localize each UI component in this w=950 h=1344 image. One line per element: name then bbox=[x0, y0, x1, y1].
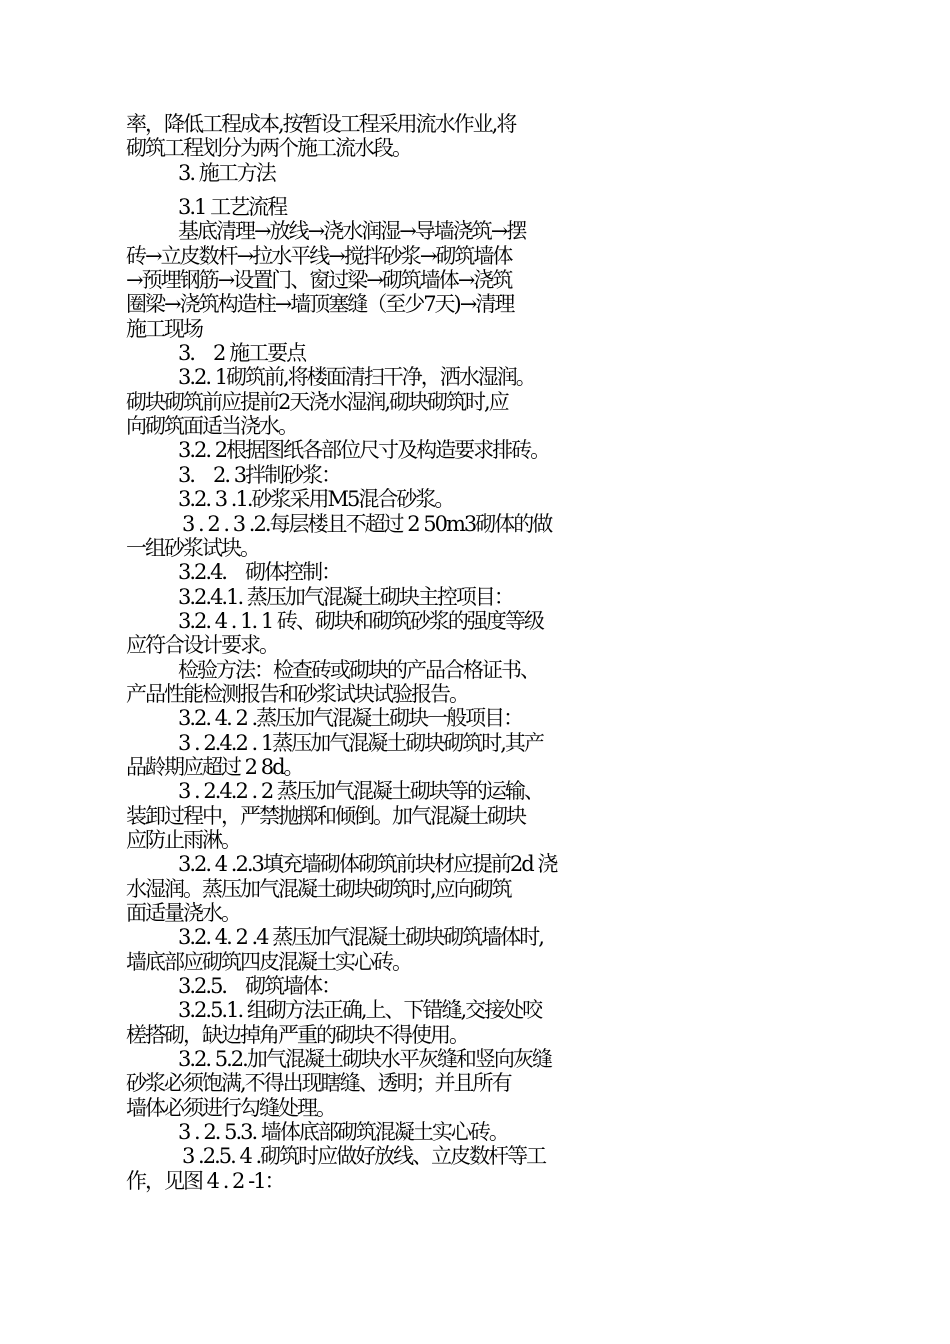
text-line: 基底清理→放线→浇水润湿→导墙浇筑→摆 bbox=[178, 219, 526, 244]
text-line: 产品性能检测报告和砂浆试块试验报告。 bbox=[126, 681, 468, 706]
text-line: 3.2. 4. 2 .蒸压加气混凝土砌块一般项目： bbox=[178, 706, 523, 731]
text-line: 3 . 2 . 3 .2.每层楼且不超过 2 50m3砌体的做 bbox=[182, 511, 552, 536]
text-line: 向砌筑面适当浇水。 bbox=[126, 414, 297, 439]
text-line: 3.2. 2根据图纸各部位尺寸及构造要求排砖。 bbox=[178, 438, 550, 463]
text-line: 墙体必须进行勾缝处理。 bbox=[126, 1095, 335, 1120]
text-line: 检验方法：检查砖或砌块的产品合格证书、 bbox=[178, 657, 539, 682]
text-line: 3.2. 5.2.加气混凝土砌块水平灰缝和竖向灰缝 bbox=[178, 1047, 551, 1072]
text-line: 3.2. 1砌筑前,将楼面清扫干净，洒水湿润。 bbox=[178, 365, 535, 390]
text-line: 3 . 2. 5.3. 墙体底部砌筑混凝土实心砖。 bbox=[178, 1120, 508, 1145]
text-line: 3.2. 4 . 1. 1 砖、砌块和砌筑砂浆的强度等级 bbox=[178, 608, 543, 633]
text-line: 3.2. 3 .1.砂浆采用M5混合砂浆。 bbox=[178, 487, 454, 512]
text-line: 应符合设计要求。 bbox=[126, 633, 278, 658]
text-line: 装卸过程中，严禁抛掷和倾倒。加气混凝土砌块 bbox=[126, 803, 525, 828]
text-line: 砂浆必须饱满,不得出现瞎缝、透明；并且所有 bbox=[126, 1071, 511, 1096]
text-line: 水湿润。蒸压加气混凝土砌块砌筑时,应向砌筑 bbox=[126, 876, 511, 901]
text-line: 圈梁→浇筑构造柱→墙顶塞缝（至少7天)→清理 bbox=[126, 292, 514, 317]
text-line: 一组砂浆试块。 bbox=[126, 535, 259, 560]
text-line: 3 . 2.4.2 . 2 蒸压加气混凝土砌块等的运输、 bbox=[178, 779, 543, 804]
text-line: 墙底部应砌筑四皮混凝土实心砖。 bbox=[126, 949, 411, 974]
text-line: 3 . 2.4.2 . 1蒸压加气混凝土砌块砌筑时,其产 bbox=[178, 730, 543, 755]
text-line: 3.2. 4 .2.3填充墙砌体砌筑前块材应提前2d 浇 bbox=[178, 852, 557, 877]
text-line: 作，见图 4 . 2 -1： bbox=[126, 1168, 284, 1193]
text-line: 率，降低工程成本,按暂设工程采用流水作业,将 bbox=[126, 112, 516, 136]
text-line: 砖→立皮数杆→拉水平线→搅拌砂浆→砌筑墙体 bbox=[126, 243, 512, 268]
text-line: 应防止雨淋。 bbox=[126, 827, 240, 852]
document-body bbox=[126, 112, 836, 1193]
text-line: 3.2. 4. 2 .4 蒸压加气混凝土砌块砌筑墙体时, bbox=[178, 925, 543, 950]
text-line: 砌块砌筑前应提前2天浇水湿润,砌块砌筑时,应 bbox=[126, 389, 508, 414]
text-line: 3． 2. 3拌制砂浆： bbox=[178, 462, 341, 487]
text-line: 槎搭砌，缺边掉角严重的砌块不得使用。 bbox=[126, 1022, 468, 1047]
text-line: →预埋钢筋→设置门、窗过梁→砌筑墙体→浇筑 bbox=[126, 268, 512, 293]
text-line: 施工现场 bbox=[126, 316, 202, 341]
text-line: 3 .2.5. 4 .砌筑时应做好放线、立皮数杆等工 bbox=[182, 1144, 546, 1169]
text-line: 3.2.4.1. 蒸压加气混凝土砌块主控项目： bbox=[178, 584, 513, 609]
text-line: 品龄期应超过 2 8d。 bbox=[126, 754, 303, 779]
text-line: 3.2.5． 砌筑墙体： bbox=[178, 974, 341, 999]
text-line: 砌筑工程划分为两个施工流水段。 bbox=[126, 136, 411, 161]
text-line: 3. 施工方法 bbox=[178, 160, 275, 185]
text-line: 面适量浇水。 bbox=[126, 901, 240, 925]
text-line: 3． 2 施工要点 bbox=[178, 341, 306, 366]
text-line: 3.1 工艺流程 bbox=[178, 195, 287, 220]
text-line: 3.2.4． 砌体控制： bbox=[178, 560, 341, 585]
text-line: 3.2.5.1. 组砌方法正确,上、下错缝,交接处咬 bbox=[178, 998, 542, 1023]
